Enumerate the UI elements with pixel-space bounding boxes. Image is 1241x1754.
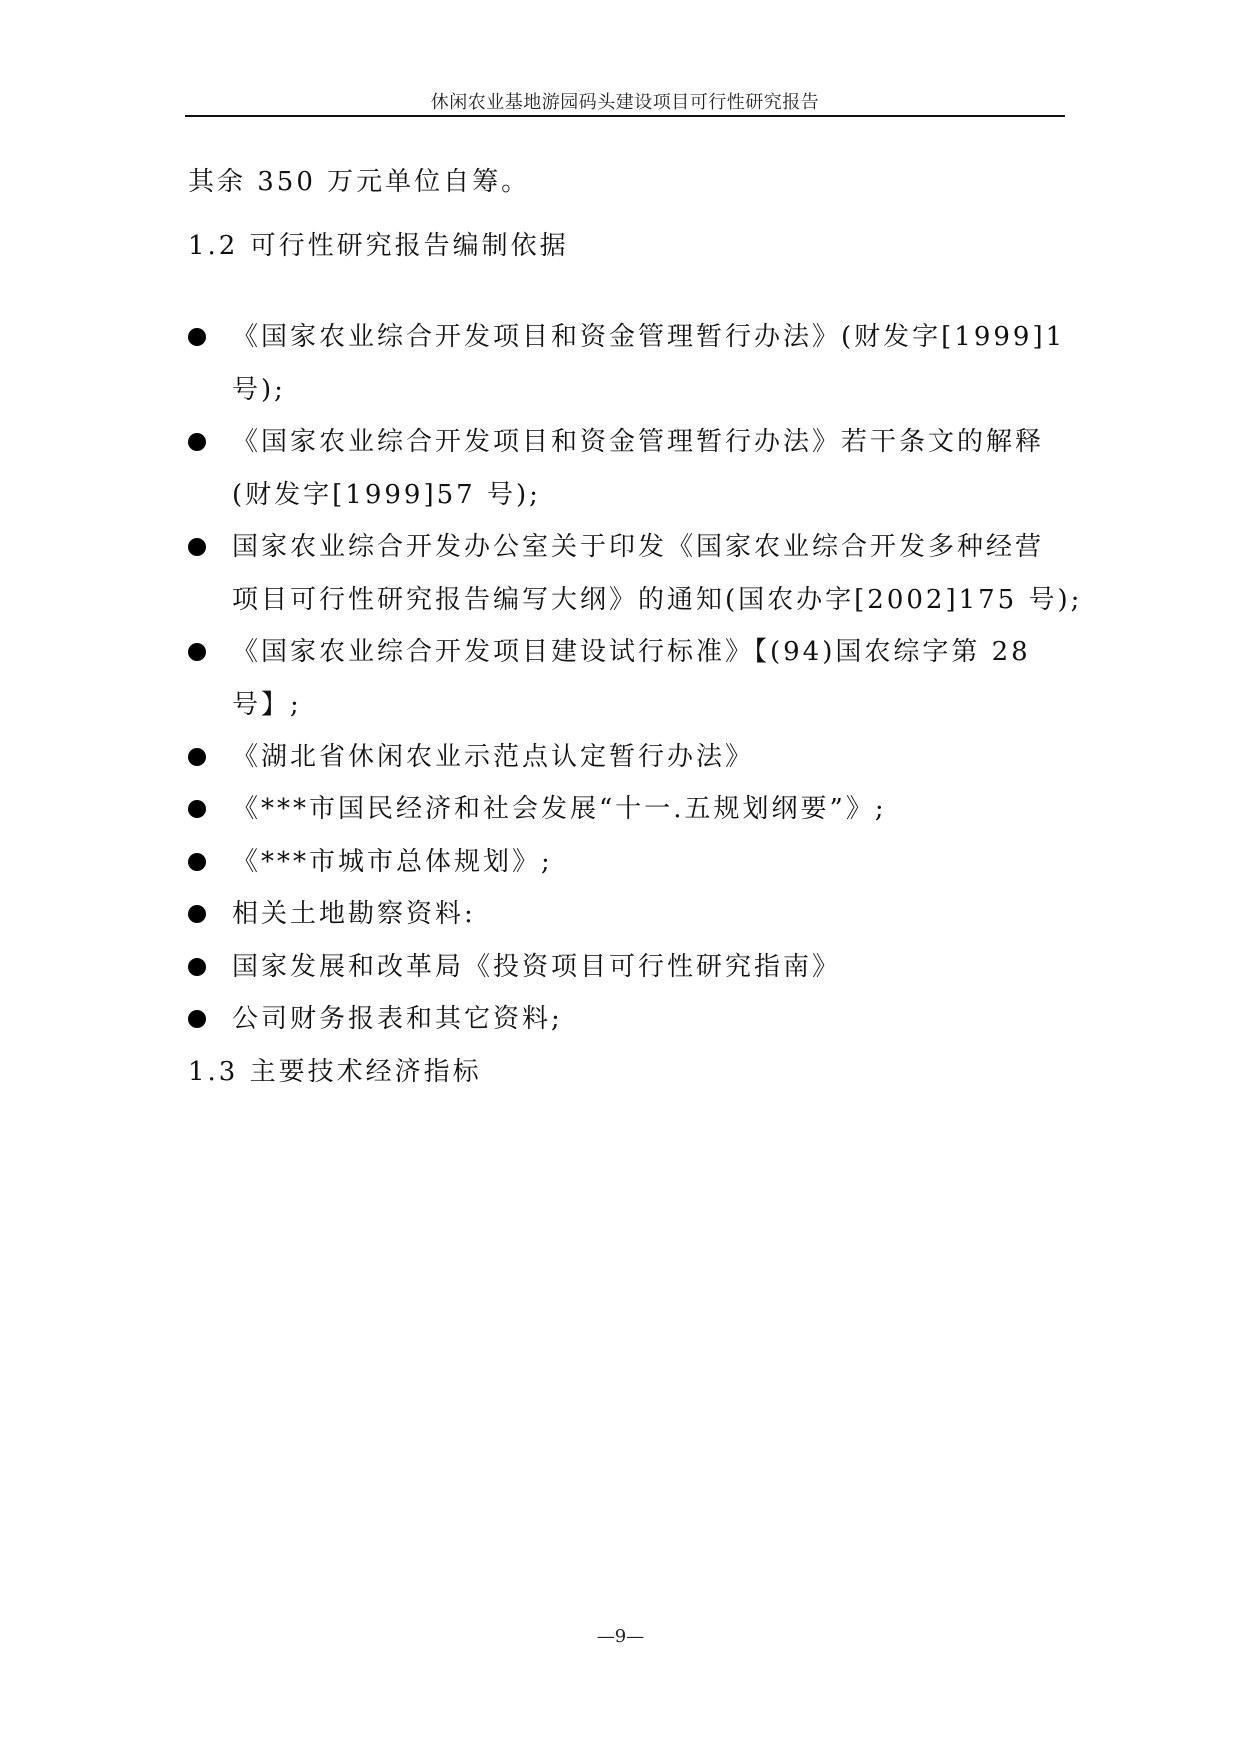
section-heading-1-3: 1.3 主要技术经济指标 bbox=[188, 1057, 482, 1087]
bullet-item-2-line1: 《国家农业综合开发项目和资金管理暂行办法》若干条文的解释 bbox=[232, 427, 1045, 457]
running-header: 休闲农业基地游园码头建设项目可行性研究报告 bbox=[430, 92, 820, 113]
bullet-item-1-line1: 《国家农业综合开发项目和资金管理暂行办法》(财发字[1999]1 bbox=[232, 322, 1066, 352]
bullet-dot bbox=[188, 538, 206, 556]
bullet-item-10: 公司财务报表和其它资料; bbox=[232, 1004, 563, 1034]
page-number: —9— bbox=[596, 1626, 645, 1647]
bullet-item-4-line1: 《国家农业综合开发项目建设试行标准》【(94)国农综字第 28 bbox=[232, 637, 1031, 667]
bullet-dot bbox=[188, 800, 206, 818]
bullet-dot bbox=[188, 905, 206, 923]
bullet-item-5: 《湖北省休闲农业示范点认定暂行办法》 bbox=[232, 742, 755, 772]
bullet-dot bbox=[188, 328, 206, 346]
bullet-dot bbox=[188, 433, 206, 451]
bullet-item-6: 《***市国民经济和社会发展“十一.五规划纲要”》; bbox=[232, 794, 887, 824]
bullet-dot bbox=[188, 853, 206, 871]
bullet-dot bbox=[188, 643, 206, 661]
bullet-item-4-line2: 号】; bbox=[232, 690, 302, 720]
section-heading-1-2: 1.2 可行性研究报告编制依据 bbox=[188, 231, 569, 261]
bullet-dot bbox=[188, 958, 206, 976]
bullet-item-2-line2: (财发字[1999]57 号); bbox=[232, 480, 541, 510]
bullet-item-7: 《***市城市总体规划》; bbox=[232, 847, 553, 877]
bullet-item-9: 国家发展和改革局《投资项目可行性研究指南》 bbox=[232, 952, 842, 982]
intro-line: 其余 350 万元单位自筹。 bbox=[188, 167, 531, 197]
bullet-item-3-line2: 项目可行性研究报告编写大纲》的通知(国农办字[2002]175 号); bbox=[232, 585, 1083, 615]
bullet-dot bbox=[188, 1010, 206, 1028]
bullet-dot bbox=[188, 748, 206, 766]
bullet-item-1-line2: 号); bbox=[232, 375, 286, 405]
bullet-item-8: 相关土地勘察资料: bbox=[232, 899, 476, 929]
bullet-item-3-line1: 国家农业综合开发办公室关于印发《国家农业综合开发多种经营 bbox=[232, 532, 1045, 562]
header-divider bbox=[185, 115, 1065, 117]
